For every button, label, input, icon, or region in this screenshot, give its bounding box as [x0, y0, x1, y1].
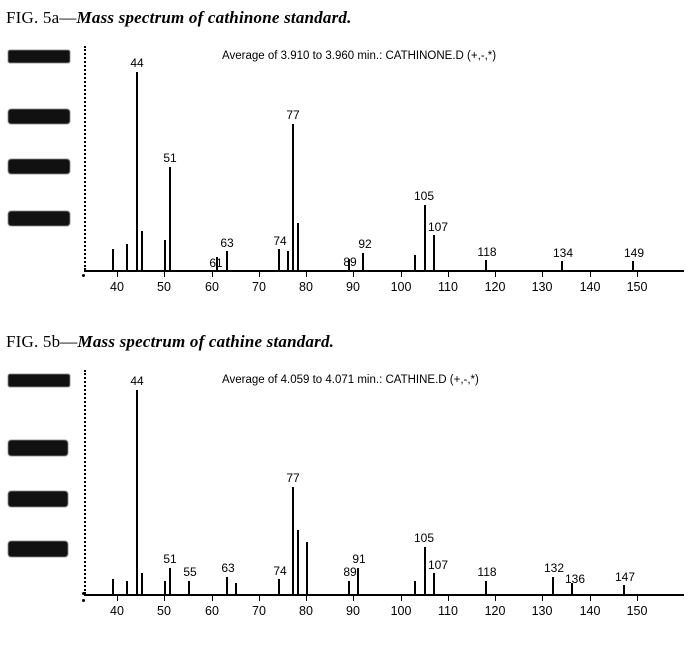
x-tick — [542, 596, 543, 601]
x-tick-label: 110 — [438, 280, 458, 294]
peak-label: 51 — [163, 552, 177, 566]
x-tick-label: 140 — [579, 604, 601, 618]
x-tick — [637, 596, 638, 601]
x-tick — [590, 596, 591, 601]
x-tick — [306, 596, 307, 601]
peak-label: 132 — [543, 561, 565, 575]
spectrum-peak — [433, 573, 435, 594]
x-tick — [117, 596, 118, 601]
peak-label: 44 — [130, 56, 144, 70]
x-tick — [448, 272, 449, 277]
peak-label: 77 — [286, 108, 300, 122]
y-tick-label-blob — [8, 541, 68, 557]
figure-block-5b — [0, 330, 700, 659]
spectrum-peak — [235, 583, 237, 594]
x-tick-label: 60 — [205, 604, 219, 618]
spectrum-peak — [278, 579, 280, 594]
spectrum-peak — [485, 581, 487, 594]
x-tick-label: 120 — [484, 280, 506, 294]
peak-label: 89 — [343, 255, 357, 269]
spectrum-peak — [164, 581, 166, 594]
spectrum-peak — [292, 487, 294, 594]
x-tick-label: 40 — [110, 280, 124, 294]
peak-label: 61 — [209, 256, 223, 270]
spectrum-peak — [112, 579, 114, 594]
x-tick-label: 150 — [626, 604, 648, 618]
x-tick — [401, 272, 402, 277]
y-tick-label-blob — [8, 491, 68, 507]
y-tick-label-blob — [8, 211, 70, 226]
x-tick-label: 150 — [626, 280, 648, 294]
peak-label: 44 — [130, 374, 144, 388]
x-tick — [306, 272, 307, 277]
peak-label: 89 — [343, 565, 357, 579]
peak-label: 107 — [427, 220, 449, 234]
spectrum-peak — [287, 251, 289, 270]
spectrum-peak — [141, 573, 143, 594]
x-tick-label: 60 — [205, 280, 219, 294]
peak-label: 134 — [552, 246, 574, 260]
x-tick — [259, 596, 260, 601]
spectrum-peak — [424, 205, 426, 270]
peak-label: 149 — [623, 246, 645, 260]
x-tick-row — [0, 272, 700, 277]
y-tick-label-blob — [8, 50, 70, 63]
spectrum-peak — [169, 167, 171, 270]
x-tick-label: 50 — [157, 280, 171, 294]
x-tick — [401, 596, 402, 601]
spectrum-peak — [552, 577, 554, 594]
spectrum-peak — [362, 253, 364, 270]
spectrum-peak — [141, 231, 143, 270]
x-tick — [542, 272, 543, 277]
x-tick — [353, 272, 354, 277]
x-tick-labels — [0, 604, 700, 620]
peak-label: 51 — [163, 151, 177, 165]
mass-spectrum-plot-cathine — [0, 352, 700, 632]
figure-caption-text: Mass spectrum of cathinone standard. — [76, 8, 352, 27]
x-tick — [164, 596, 165, 601]
spectrum-peak — [485, 260, 487, 270]
peak-label: 105 — [413, 189, 435, 203]
x-tick — [212, 596, 213, 601]
peak-label: 63 — [220, 236, 234, 250]
peak-label: 105 — [413, 531, 435, 545]
x-tick-label: 100 — [390, 604, 412, 618]
peak-label: 107 — [427, 558, 449, 572]
x-tick — [259, 272, 260, 277]
x-tick-label: 80 — [299, 280, 313, 294]
spectrum-peak — [226, 577, 228, 594]
x-tick — [117, 272, 118, 277]
peak-label: 74 — [273, 564, 287, 578]
peak-label: 91 — [352, 552, 366, 566]
plot-title: Average of 3.910 to 3.960 min.: CATHINONE.D (+,-,*) — [222, 50, 497, 62]
spectrum-peak — [297, 223, 299, 270]
figure-caption-dash: — — [59, 8, 77, 27]
spectrum-peak — [348, 581, 350, 594]
x-tick — [353, 596, 354, 601]
x-tick-label: 130 — [531, 280, 553, 294]
x-tick — [637, 272, 638, 277]
spectrum-peak — [424, 547, 426, 594]
spectrum-peak — [169, 568, 171, 594]
y-axis — [84, 46, 86, 270]
spectrum-peak — [297, 530, 299, 594]
peak-label: 74 — [273, 234, 287, 248]
x-tick — [212, 272, 213, 277]
x-tick — [590, 272, 591, 277]
figure-caption-text: Mass spectrum of cathine standard. — [77, 332, 335, 351]
spectrum-peak — [433, 235, 435, 270]
y-tick-label-blob — [8, 440, 68, 456]
spectrum-peak — [623, 585, 625, 594]
spectrum-peak — [136, 390, 138, 594]
figure-caption-label: FIG. 5b — [6, 332, 61, 351]
spectrum-peak — [632, 261, 634, 270]
y-tick-label-blob — [8, 109, 70, 124]
x-tick-row — [0, 596, 700, 601]
x-tick-label: 90 — [346, 604, 360, 618]
spectrum-peak — [188, 581, 190, 594]
spectrum-peak — [226, 251, 228, 270]
figure-caption-5b — [0, 330, 700, 352]
x-tick-label: 40 — [110, 604, 124, 618]
figure-caption-5a — [0, 0, 700, 28]
x-tick — [448, 596, 449, 601]
spectrum-peak — [136, 72, 138, 270]
x-tick-label: 130 — [531, 604, 553, 618]
spectrum-peak — [278, 249, 280, 270]
x-tick — [495, 596, 496, 601]
figure-caption-dash: — — [60, 332, 78, 351]
peak-label: 118 — [477, 245, 497, 259]
peak-label: 63 — [221, 561, 235, 575]
x-tick — [495, 272, 496, 277]
x-tick-label: 110 — [438, 604, 458, 618]
spectrum-peak — [292, 124, 294, 270]
x-tick-label: 70 — [252, 604, 266, 618]
y-axis — [84, 370, 86, 594]
spectrum-peak — [306, 542, 308, 594]
peak-label: 55 — [183, 565, 197, 579]
mass-spectrum-plot-cathinone — [0, 28, 700, 308]
spectrum-peak — [126, 581, 128, 594]
peak-label: 147 — [614, 570, 636, 584]
x-tick-label: 90 — [346, 280, 360, 294]
x-tick — [164, 272, 165, 277]
spectrum-peak — [357, 568, 359, 594]
spectrum-peak — [126, 244, 128, 270]
x-tick-label: 120 — [484, 604, 506, 618]
peak-label: 118 — [477, 565, 497, 579]
spectrum-peak — [561, 261, 563, 270]
plot-title: Average of 4.059 to 4.071 min.: CATHINE.D (+,-,*) — [222, 374, 479, 386]
x-tick-label: 80 — [299, 604, 313, 618]
spectrum-peak — [414, 581, 416, 594]
x-tick-label: 100 — [390, 280, 412, 294]
x-tick-labels — [0, 280, 700, 296]
peak-label: 77 — [286, 471, 300, 485]
x-tick-label: 140 — [579, 280, 601, 294]
x-tick-label: 50 — [157, 604, 171, 618]
spectrum-peak — [414, 255, 416, 270]
spectrum-peak — [164, 240, 166, 270]
peak-label: 92 — [358, 237, 372, 251]
y-tick-label-blob — [8, 374, 70, 387]
x-tick-label: 70 — [252, 280, 266, 294]
y-tick-label-blob — [8, 159, 70, 174]
spectrum-peak — [112, 249, 114, 270]
peak-label: 136 — [564, 572, 586, 586]
figure-caption-label: FIG. 5a — [6, 8, 60, 27]
